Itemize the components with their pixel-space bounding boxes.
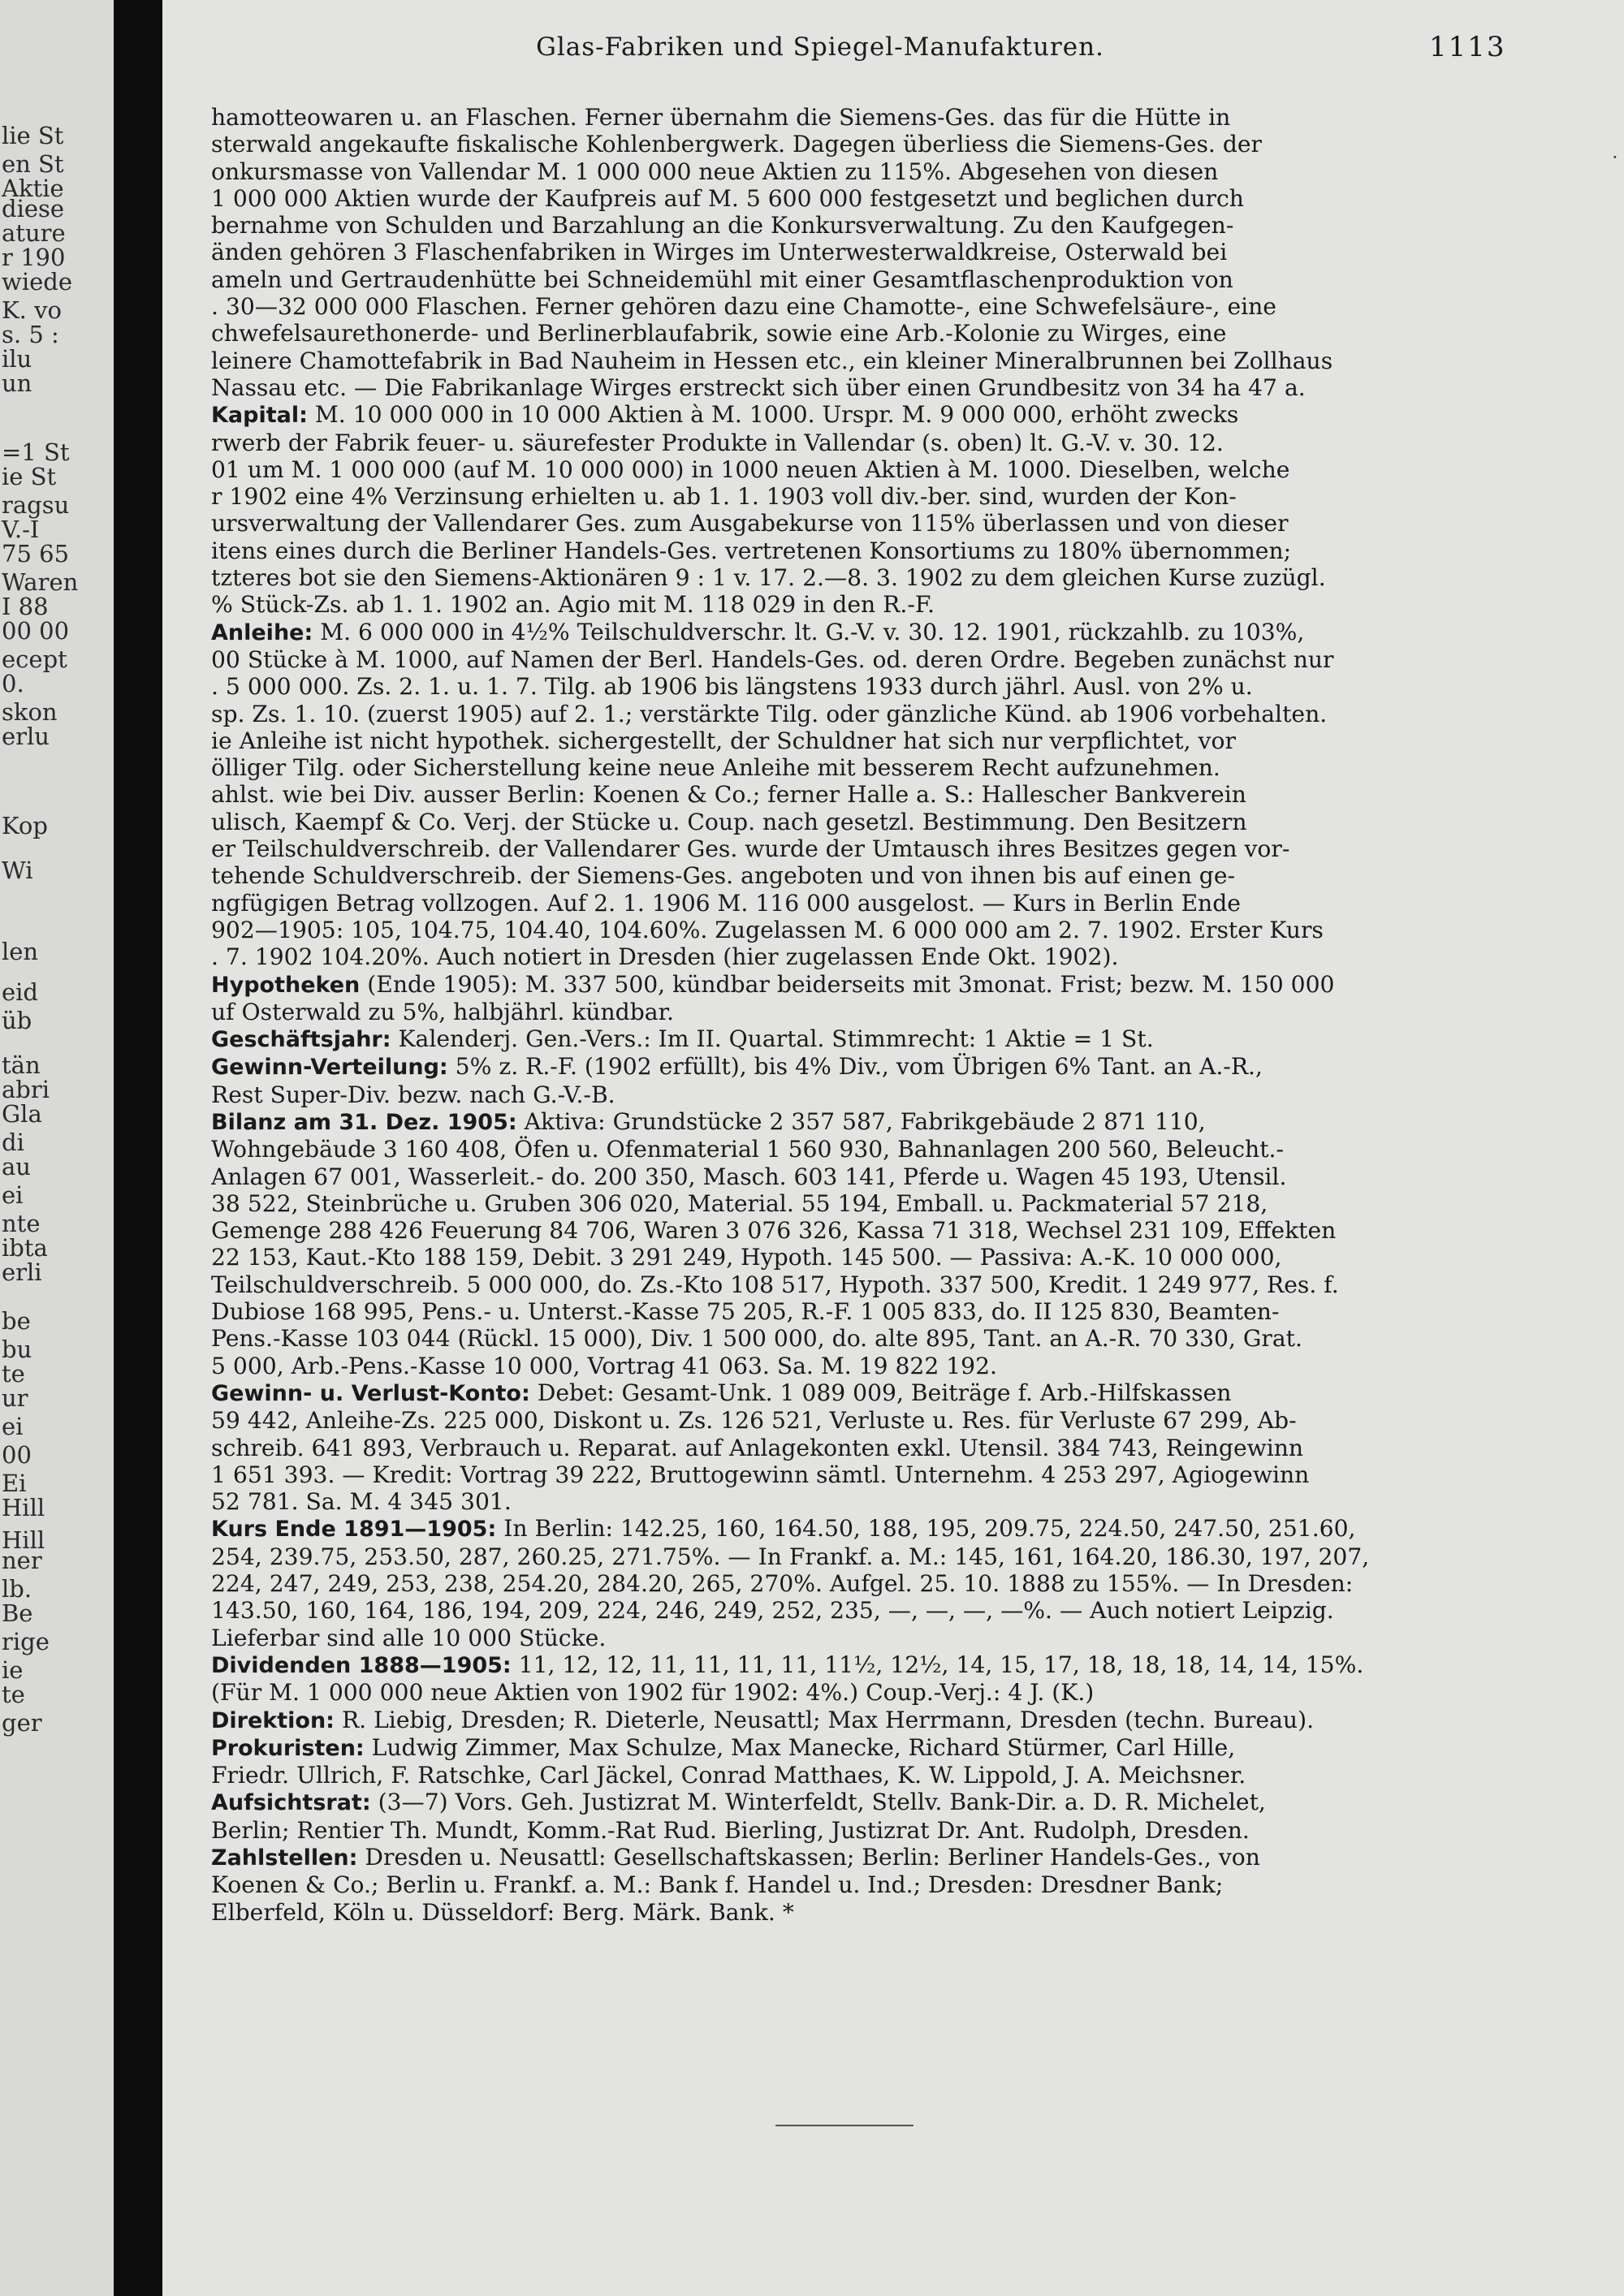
- text-line: [211, 1597, 1510, 1624]
- line-text: onkursmasse von Vallendar M. 1 000 000 neue Aktien zu 115%. Abgesehen von diesen: [211, 158, 1219, 185]
- line-text: tehende Schuldverschreib. der Siemens-Ges. angeboten und von ihnen bis auf einen ge-: [211, 862, 1236, 890]
- section-line: [211, 1108, 1510, 1136]
- previous-page-text: au: [2, 1153, 31, 1180]
- text-line: [211, 1817, 1510, 1844]
- previous-page-text: diese: [2, 195, 65, 222]
- previous-page-text: nte: [2, 1210, 41, 1237]
- previous-page-text: ie St: [2, 463, 57, 490]
- previous-page-text: K. vo: [2, 296, 62, 324]
- previous-page-text: wiede: [2, 268, 72, 296]
- previous-page-text: Aktie: [2, 175, 64, 202]
- previous-page-text: 00 00: [2, 617, 70, 645]
- line-text: sterwald angekaufte fiskalische Kohlenbergwerk. Dagegen überliess die Siemens-Ges. der: [211, 131, 1263, 158]
- section-line: [211, 1844, 1510, 1871]
- text-line: [211, 917, 1510, 943]
- previous-page-text: ie: [2, 1656, 24, 1684]
- section-line: [211, 1053, 1510, 1081]
- previous-page-text: 00: [2, 1441, 32, 1469]
- text-line: [211, 429, 1510, 456]
- text-line: [211, 1217, 1510, 1244]
- line-text: Anlagen 67 001, Wasserleit.- do. 200 350, Masch. 603 141, Pferde u. Wagen 45 193, Utensil.: [211, 1163, 1287, 1190]
- line-text: rwerb der Fabrik feuer- u. säurefester Produkte in Vallendar (s. oben) lt. G.-V. v. 30. 12.: [211, 429, 1224, 456]
- text-line: [211, 1679, 1510, 1706]
- text-line: [211, 1871, 1510, 1898]
- line-text: 22 153, Kaut.-Kto 188 159, Debit. 3 291 249, Hypoth. 145 500. — Passiva: A.-K. 10 000 000,: [211, 1244, 1282, 1271]
- line-text: (Für M. 1 000 000 neue Aktien von 1902 für 1902: 4%.) Coup.-Verj.: 4 J. (K.): [211, 1679, 1095, 1707]
- text-line: [211, 781, 1510, 808]
- line-text: . 30—32 000 000 Flaschen. Ferner gehören dazu eine Chamotte-, eine Schwefelsäure-, eine: [211, 293, 1276, 321]
- line-text: ölliger Tilg. oder Sicherstellung keine neue Anleihe mit besserem Recht aufzunehmen.: [211, 754, 1220, 782]
- line-text: 01 um M. 1 000 000 (auf M. 10 000 000) in 1000 neuen Aktien à M. 1000. Dieselben, welche: [211, 455, 1290, 483]
- section-heading: Geschäftsjahr:: [211, 1027, 391, 1053]
- text-line: [211, 1325, 1510, 1352]
- text-line: [211, 862, 1510, 889]
- previous-page-text: Be: [2, 1599, 33, 1627]
- previous-page-text: Hill: [2, 1494, 45, 1521]
- text-line: [211, 999, 1510, 1025]
- section-heading: Anleihe:: [211, 619, 313, 645]
- line-text: itens eines durch die Berliner Handels-Ges. vertretenen Konsortiums zu 180% übernommen;: [211, 537, 1292, 564]
- text-line: [211, 727, 1510, 754]
- line-text: Berlin; Rentier Th. Mundt, Komm.-Rat Rud. Bierling, Justizrat Dr. Ant. Rudolph, Dresden.: [211, 1816, 1250, 1844]
- running-title: Glas-Fabriken und Spiegel-Manufakturen.: [536, 32, 1104, 62]
- previous-page-text: Kop: [2, 812, 48, 839]
- page-number: 1113: [1429, 31, 1506, 63]
- line-text: 1 000 000 Aktien wurde der Kaufpreis auf M. 5 600 000 festgesetzt und beglichen durch: [211, 184, 1244, 212]
- previous-page-text: Gla: [2, 1100, 42, 1128]
- section-heading: Hypotheken: [211, 972, 361, 998]
- previous-page-text: ragsu: [2, 491, 70, 519]
- text-line: [211, 564, 1510, 591]
- line-text: Aktiva: Grundstücke 2 357 587, Fabrikgebäude 2 871 110,: [516, 1107, 1206, 1135]
- line-text: . 7. 1902 104.20%. Auch notiert in Dresden (hier zugelassen Ende Okt. 1902).: [211, 943, 1119, 971]
- line-text: ie Anleihe ist nicht hypothek. sichergestellt, der Schuldner hat sich nur verpflichtet, vor: [211, 727, 1236, 754]
- section-line: [211, 1789, 1510, 1816]
- previous-page-text: en St: [2, 150, 64, 178]
- previous-page-text: V.-I: [2, 516, 40, 543]
- line-text: R. Liebig, Dresden; R. Dieterle, Neusattl; Max Herrmann, Dresden (techn. Bureau).: [334, 1706, 1315, 1733]
- text-line: [211, 1461, 1510, 1488]
- section-heading: Bilanz am 31. Dez. 1905:: [211, 1109, 517, 1135]
- line-text: 38 522, Steinbrüche u. Gruben 306 020, Material. 55 194, Emball. u. Packmaterial 57 218,: [211, 1189, 1268, 1217]
- previous-page-text: ibta: [2, 1234, 48, 1262]
- text-line: [211, 673, 1510, 700]
- text-line: [211, 1543, 1510, 1570]
- text-line: [211, 1570, 1510, 1597]
- section-line: [211, 1707, 1510, 1734]
- text-line: [211, 1488, 1510, 1515]
- line-text: 254, 239.75, 253.50, 287, 260.25, 271.75%. — In Frankf. a. M.: 145, 161, 164.20, 186.30, 197, 207,: [211, 1543, 1370, 1570]
- line-text: . 5 000 000. Zs. 2. 1. u. 1. 7. Tilg. ab 1906 bis längstens 1933 durch jährl. Ausl. von 2% u.: [211, 673, 1253, 701]
- line-text: In Berlin: 142.25, 160, 164.50, 188, 195, 209.75, 224.50, 247.50, 251.60,: [496, 1515, 1356, 1543]
- line-text: Friedr. Ullrich, F. Ratschke, Carl Jäckel, Conrad Matthaes, K. W. Lippold, J. A. Meichsner.: [211, 1762, 1246, 1789]
- line-text: 902—1905: 105, 104.75, 104.40, 104.60%. Zugelassen M. 6 000 000 am 2. 7. 1902. Erster Kurs: [211, 916, 1324, 943]
- previous-page-text: lie St: [2, 122, 64, 149]
- line-text: (3—7) Vors. Geh. Justizrat M. Winterfeldt, Stellv. Bank-Dir. a. D. R. Michelet,: [370, 1789, 1266, 1816]
- line-text: Rest Super-Div. bezw. nach G.-V.-B.: [211, 1081, 615, 1108]
- text-line: [211, 1435, 1510, 1461]
- previous-page-text: ei: [2, 1413, 24, 1440]
- previous-page-text: I 88: [2, 593, 49, 620]
- line-text: r 1902 eine 4% Verzinsung erhielten u. ab 1. 1. 1903 voll div.-ber. sind, wurden der Kon-: [211, 483, 1237, 511]
- text-line: [211, 158, 1510, 185]
- section-line: [211, 1379, 1510, 1407]
- line-text: (Ende 1905): M. 337 500, kündbar beiderseits mit 3monat. Frist; bezw. M. 150 000: [360, 970, 1335, 998]
- previous-page-text: len: [2, 938, 39, 965]
- line-text: M. 6 000 000 in 4½% Teilschuldverschr. lt. G.-V. v. 30. 12. 1901, rückzahlb. zu 103%,: [313, 618, 1305, 645]
- section-line: [211, 619, 1510, 646]
- previous-page-text: erli: [2, 1258, 42, 1286]
- line-text: 59 442, Anleihe-Zs. 225 000, Diskont u. Zs. 126 521, Verluste u. Res. für Verluste 67 299, Ab-: [211, 1407, 1297, 1435]
- line-text: Pens.-Kasse 103 044 (Rückl. 15 000), Div. 1 500 000, do. alte 895, Tant. an A.-R. 70 330, Grat.: [211, 1325, 1302, 1353]
- text-line: [211, 1899, 1510, 1926]
- line-text: Ludwig Zimmer, Max Schulze, Max Manecke, Richard Stürmer, Carl Hille,: [364, 1733, 1236, 1761]
- line-text: hamotteowaren u. an Flaschen. Ferner übernahm die Siemens-Ges. das für die Hütte in: [211, 104, 1231, 131]
- line-text: Gemenge 288 426 Feuerung 84 706, Waren 3 076 326, Kassa 71 318, Wechsel 231 109, Effekten: [211, 1217, 1337, 1245]
- section-heading: Kapital:: [211, 403, 308, 429]
- previous-page-text: ger: [2, 1709, 42, 1737]
- line-text: ameln und Gertraudenhütte bei Schneidemühl mit einer Gesamtflaschenproduktion von: [211, 265, 1233, 293]
- text-line: [211, 754, 1510, 781]
- text-line: [211, 266, 1510, 293]
- section-heading: Gewinn-Verteilung:: [211, 1055, 448, 1081]
- previous-page-text: erlu: [2, 723, 50, 750]
- line-text: Elberfeld, Köln u. Düsseldorf: Berg. Märk. Bank. *: [211, 1898, 794, 1926]
- line-text: M. 10 000 000 in 10 000 Aktien à M. 1000. Urspr. M. 9 000 000, erhöht zwecks: [307, 401, 1239, 429]
- line-text: 52 781. Sa. M. 4 345 301.: [211, 1488, 512, 1516]
- previous-page-text: Hill: [2, 1526, 45, 1554]
- text-line: [211, 1353, 1510, 1379]
- previous-page-text: 75 65: [2, 540, 70, 568]
- line-text: Debet: Gesamt-Unk. 1 089 009, Beiträge f. Arb.-Hilfskassen: [529, 1379, 1232, 1406]
- text-line: [211, 374, 1510, 401]
- line-text: sp. Zs. 1. 10. (zuerst 1905) auf 2. 1.; verstärkte Tilg. oder gänzliche Künd. ab 1906 vorbehalten.: [211, 700, 1328, 727]
- line-text: % Stück-Zs. ab 1. 1. 1902 an. Agio mit M. 118 029 in den R.-F.: [211, 591, 935, 619]
- previous-page-text: ner: [2, 1547, 42, 1574]
- line-text: Dresden u. Neusattl: Gesellschaftskassen; Berlin: Berliner Handels-Ges., von: [357, 1844, 1260, 1871]
- section-heading: Direktion:: [211, 1707, 335, 1733]
- previous-page-text: ei: [2, 1181, 24, 1209]
- line-text: uf Osterwald zu 5%, halbjährl. kündbar.: [211, 998, 674, 1025]
- text-line: [211, 1298, 1510, 1325]
- previous-page-text: r 190: [2, 244, 66, 271]
- line-text: leinere Chamottefabrik in Bad Nauheim in Hessen etc., ein kleiner Mineralbrunnen bei Zollhaus: [211, 347, 1333, 374]
- previous-page-text: 0.: [2, 670, 24, 697]
- line-text: Kalenderj. Gen.-Vers.: Im II. Quartal. Stimmrecht: 1 Aktie = 1 St.: [391, 1025, 1154, 1053]
- previous-page-text: bu: [2, 1336, 32, 1363]
- previous-page-text: Wi: [2, 857, 33, 884]
- section-line: [211, 1651, 1510, 1679]
- text-line: [211, 1190, 1510, 1217]
- text-line: [211, 1136, 1510, 1163]
- margin-mark: ·: [1612, 146, 1618, 169]
- previous-page-text: un: [2, 369, 32, 397]
- line-text: Teilschuldverschreib. 5 000 000, do. Zs.-Kto 108 517, Hypoth. 337 500, Kredit. 1 249 977, Res. f.: [211, 1271, 1339, 1298]
- text-line: [211, 943, 1510, 970]
- article-text: [211, 104, 1510, 1926]
- text-line: [211, 347, 1510, 374]
- previous-page-text: te: [2, 1360, 25, 1388]
- text-line: [211, 1081, 1510, 1108]
- previous-page-text: ur: [2, 1384, 28, 1412]
- previous-page-text: skon: [2, 698, 58, 726]
- previous-page-text: s. 5 :: [2, 321, 59, 348]
- line-text: chwefelsaurethonerde- und Berlinerblaufabrik, sowie eine Arb.-Kolonie zu Wirges, eine: [211, 320, 1227, 347]
- text-line: [211, 320, 1510, 347]
- line-text: ngfügigen Betrag vollzogen. Auf 2. 1. 1906 M. 116 000 ausgelost. — Kurs in Berlin Ende: [211, 889, 1241, 917]
- line-text: Nassau etc. — Die Fabrikanlage Wirges erstreckt sich über einen Grundbesitz von 34 ha 47 a.: [211, 373, 1306, 401]
- line-text: änden gehören 3 Flaschenfabriken in Wirges im Unterwesterwaldkreise, Osterwald bei: [211, 239, 1228, 266]
- text-line: [211, 510, 1510, 537]
- section-line: [211, 1515, 1510, 1543]
- text-line: [211, 835, 1510, 862]
- text-line: [211, 483, 1510, 510]
- previous-page-text: eid: [2, 978, 39, 1006]
- text-line: [211, 131, 1510, 158]
- text-line: [211, 239, 1510, 265]
- line-text: tzteres bot sie den Siemens-Aktionären 9 : 1 v. 17. 2.—8. 3. 1902 zu dem gleichen Kurse zuzügl.: [211, 564, 1326, 592]
- previous-page-text: tän: [2, 1051, 41, 1079]
- text-line: [211, 185, 1510, 212]
- text-line: [211, 890, 1510, 917]
- text-line: [211, 646, 1510, 673]
- section-heading: Aufsichtsrat:: [211, 1790, 371, 1816]
- previous-page-text: abri: [2, 1076, 50, 1103]
- previous-page-text: ecept: [2, 645, 67, 673]
- section-line: [211, 401, 1510, 429]
- line-text: bernahme von Schulden und Barzahlung an die Konkursverwaltung. Zu den Kaufgegen-: [211, 212, 1234, 240]
- section-heading: Zahlstellen:: [211, 1845, 358, 1871]
- text-line: [211, 809, 1510, 835]
- previous-page-text: ilu: [2, 345, 32, 373]
- line-text: er Teilschuldverschreib. der Vallendarer Ges. wurde der Umtausch ihres Besitzes gegen vor-: [211, 835, 1290, 863]
- section-line: [211, 1025, 1510, 1053]
- section-line: [211, 1734, 1510, 1762]
- previous-page-text: lb.: [2, 1575, 32, 1603]
- text-line: [211, 537, 1510, 564]
- line-text: ulisch, Kaempf & Co. Verj. der Stücke u. Coup. nach gesetzl. Bestimmung. Den Besitzern: [211, 808, 1247, 835]
- section-heading: Dividenden 1888—1905:: [211, 1652, 512, 1678]
- line-text: 5 000, Arb.-Pens.-Kasse 10 000, Vortrag 41 063. Sa. M. 19 822 192.: [211, 1352, 997, 1379]
- text-line: [211, 591, 1510, 618]
- line-text: 224, 247, 249, 253, 238, 254.20, 284.20, 265, 270%. Aufgel. 25. 10. 1888 zu 155%. — In Dresden:: [211, 1570, 1354, 1598]
- line-text: 5% z. R.-F. (1902 erfüllt), bis 4% Div., vom Übrigen 6% Tant. an A.-R.,: [447, 1053, 1263, 1081]
- previous-page-text: ature: [2, 219, 66, 247]
- text-line: [211, 456, 1510, 483]
- text-line: [211, 1244, 1510, 1271]
- line-text: Wohngebäude 3 160 408, Öfen u. Ofenmaterial 1 560 930, Bahnanlagen 200 560, Beleucht.-: [211, 1136, 1285, 1163]
- text-line: [211, 104, 1510, 131]
- previous-page-text: Waren: [2, 568, 79, 596]
- section-line: [211, 971, 1510, 999]
- text-line: [211, 1271, 1510, 1298]
- section-heading: Gewinn- u. Verlust-Konto:: [211, 1380, 530, 1406]
- section-heading: Kurs Ende 1891—1905:: [211, 1517, 497, 1543]
- text-line: [211, 1407, 1510, 1434]
- line-text: 11, 12, 12, 11, 11, 11, 11, 11½, 12½, 14, 15, 17, 18, 18, 18, 14, 14, 15%.: [511, 1651, 1364, 1678]
- previous-page-text: te: [2, 1681, 25, 1708]
- text-line: [211, 1762, 1510, 1789]
- text-line: [211, 212, 1510, 239]
- line-text: Lieferbar sind alle 10 000 Stücke.: [211, 1624, 607, 1651]
- previous-page-text: =1 St: [2, 438, 70, 466]
- book-gutter: [114, 0, 162, 2296]
- previous-page-text: rige: [2, 1628, 50, 1655]
- previous-page-text: Ei: [2, 1470, 27, 1497]
- text-line: [211, 701, 1510, 727]
- line-text: schreib. 641 893, Verbrauch u. Reparat. auf Anlagekonten exkl. Utensil. 384 743, Reingewinn: [211, 1434, 1304, 1461]
- previous-page-fragment: [0, 0, 114, 2296]
- line-text: ursverwaltung der Vallendarer Ges. zum Ausgabekurse von 115% überlassen und von dieser: [211, 510, 1289, 537]
- section-heading: Prokuristen:: [211, 1735, 365, 1761]
- end-rule: [775, 2125, 914, 2126]
- text-line: [211, 1163, 1510, 1190]
- previous-page-text: be: [2, 1307, 31, 1335]
- text-line: [211, 1625, 1510, 1651]
- line-text: 1 651 393. — Kredit: Vortrag 39 222, Bruttogewinn sämtl. Unternehm. 4 253 297, Agiogewinn: [211, 1461, 1310, 1488]
- line-text: ahlst. wie bei Div. ausser Berlin: Koenen & Co.; ferner Halle a. S.: Hallescher Bankverein: [211, 781, 1246, 809]
- line-text: 143.50, 160, 164, 186, 194, 209, 224, 246, 249, 252, 235, —, —, —, —%. — Auch notiert Leipzig.: [211, 1597, 1334, 1625]
- line-text: Koenen & Co.; Berlin u. Frankf. a. M.: Bank f. Handel u. Ind.; Dresden: Dresdner Bank;: [211, 1871, 1224, 1899]
- text-line: [211, 293, 1510, 320]
- previous-page-text: di: [2, 1129, 24, 1156]
- line-text: Dubiose 168 995, Pens.- u. Unterst.-Kasse 75 205, R.-F. 1 005 833, do. II 125 830, Beamten-: [211, 1298, 1280, 1326]
- line-text: 00 Stücke à M. 1000, auf Namen der Berl. Handels-Ges. od. deren Ordre. Begeben zunächst nur: [211, 645, 1334, 673]
- previous-page-text: üb: [2, 1007, 32, 1034]
